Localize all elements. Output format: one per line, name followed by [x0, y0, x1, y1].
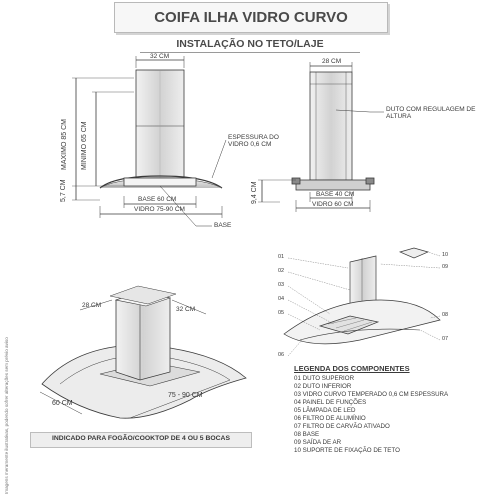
iso-view: [40, 286, 246, 418]
legend-item: 05 LÂMPADA DE LED: [294, 407, 356, 414]
front-glass-width: VIDRO 75-90 CM: [134, 206, 185, 213]
side-duct: [310, 72, 352, 180]
side-top-width: 28 CM: [322, 58, 342, 65]
iso-glass-depth: 60 CM: [52, 400, 73, 407]
callout-05: 05: [278, 310, 285, 316]
legend-item: 06 FILTRO DE ALUMÍNIO: [294, 415, 366, 422]
callout-08: 08: [442, 312, 449, 318]
side-height: 9,4 CM: [251, 181, 258, 204]
iso-dim-right: 32 CM: [176, 306, 196, 313]
side-duct-label: DUTO COM REGULAGEM DE ALTURA: [386, 106, 476, 120]
exploded-view: [284, 248, 440, 356]
side-glass-width: VIDRO 60 CM: [312, 201, 354, 208]
legend-item: 08 BASE: [294, 431, 320, 438]
legend-item: 03 VIDRO CURVO TEMPERADO 0,6 CM ESPESSURA: [294, 391, 449, 398]
legend-item: 04 PAINEL DE FUNÇÕES: [294, 399, 367, 406]
page-title: COIFA ILHA VIDRO CURVO: [154, 9, 348, 26]
front-base-label: BASE: [214, 222, 232, 229]
front-base-width: BASE 60 CM: [138, 196, 177, 203]
front-base: [124, 178, 196, 186]
front-min-height: MINIMO 65 CM: [81, 121, 88, 170]
legend-item: 09 SAÍDA DE AR: [294, 439, 342, 446]
callout-10: 10: [442, 252, 449, 258]
front-base-height: 5,7 CM: [60, 179, 67, 202]
iso-glass-width: 75 - 90 CM: [168, 392, 203, 399]
callout-01: 01: [278, 254, 285, 260]
callout-03: 03: [278, 282, 285, 288]
callout-06: 06: [278, 352, 285, 358]
legend-item: 01 DUTO SUPERIOR: [294, 375, 355, 382]
side-base: [296, 180, 370, 190]
legend-item: 10 SUPORTE DE FIXAÇÃO DE TETO: [294, 447, 400, 454]
callout-09: 09: [442, 264, 449, 270]
cooktop-note-box: [30, 432, 252, 448]
front-top-width: 32 CM: [150, 53, 170, 60]
legend-item: 07 FILTRO DE CARVÃO ATIVADO: [294, 423, 390, 430]
front-max-height: MAXIMO 85 CM: [61, 119, 68, 170]
callout-04: 04: [278, 296, 285, 302]
front-glass-thickness: ESPESSURA DO VIDRO 0,6 CM: [228, 134, 279, 148]
exploded-bracket: [400, 248, 428, 258]
legend-title: LEGENDA DOS COMPONENTES: [294, 364, 410, 373]
callout-07: 07: [442, 336, 449, 342]
page-subtitle: INSTALAÇÃO NO TETO/LAJE: [176, 38, 324, 50]
callout-02: 02: [278, 268, 285, 274]
iso-dim-left: 28 CM: [82, 302, 102, 309]
disclaimer: Imagens meramente ilustrativas, podendo sofrer alterações sem prévio aviso: [4, 337, 9, 494]
legend-item: 02 DUTO INFERIOR: [294, 383, 352, 390]
cooktop-note: INDICADO PARA FOGÃO/COOKTOP DE 4 OU 5 BOCAS: [52, 435, 230, 442]
side-base-width: BASE 40 CM: [316, 191, 355, 198]
